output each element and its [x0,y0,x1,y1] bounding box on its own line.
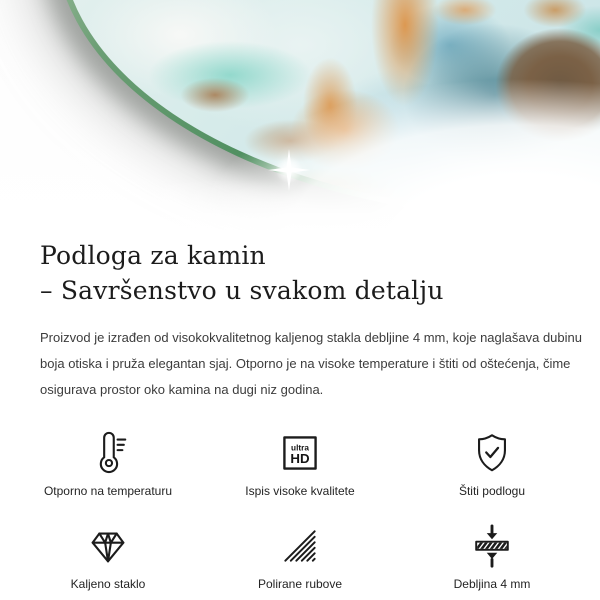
ultra-hd-badge-bottom: HD [290,451,310,467]
feature-thickness [396,520,588,591]
title-line-2: – Savršenstvo u svakom detalju [40,276,444,305]
feature-grid [12,427,588,591]
thermometer-icon [85,430,131,476]
ultra-hd-badge-top: ultra [291,443,309,453]
ultra-hd-icon [278,431,322,475]
sparkle-icon [267,148,311,192]
diamond-icon [85,523,131,569]
thickness-icon [469,523,515,569]
polished-edges-icon [278,524,322,568]
feature-heat-resistant [12,427,204,498]
feature-polished-edges [204,520,396,591]
product-description: Proizvod je izrađen od visokokvalitetnog kaljenog stakla debljine 4 mm, koje naglašava dubinu boja otiska i pruža elegantan sjaj. Otporno je na visoke temperature i štiti od oštećenja, čime osigurava prostor oko kamina na dugi niz godina. [40,330,582,397]
feature-label: Ispis visoke kvalitete [245,484,355,498]
title-line-1: Podloga za kamin [40,241,266,270]
feature-protects-surface [396,427,588,498]
feature-label: Polirane rubove [257,577,343,591]
feature-tempered-glass [12,520,204,591]
feature-label: Otporno na temperaturu [43,484,173,498]
feature-label: Debljina 4 mm [453,577,531,591]
product-photo [0,0,600,230]
feature-label: Štiti podlogu [458,484,526,498]
photo-bottom-fade [0,0,600,230]
product-info-section [0,230,600,591]
feature-print-quality [204,427,396,498]
shield-check-icon [469,430,515,476]
feature-label: Kaljeno staklo [70,577,146,591]
page-title [40,238,560,308]
